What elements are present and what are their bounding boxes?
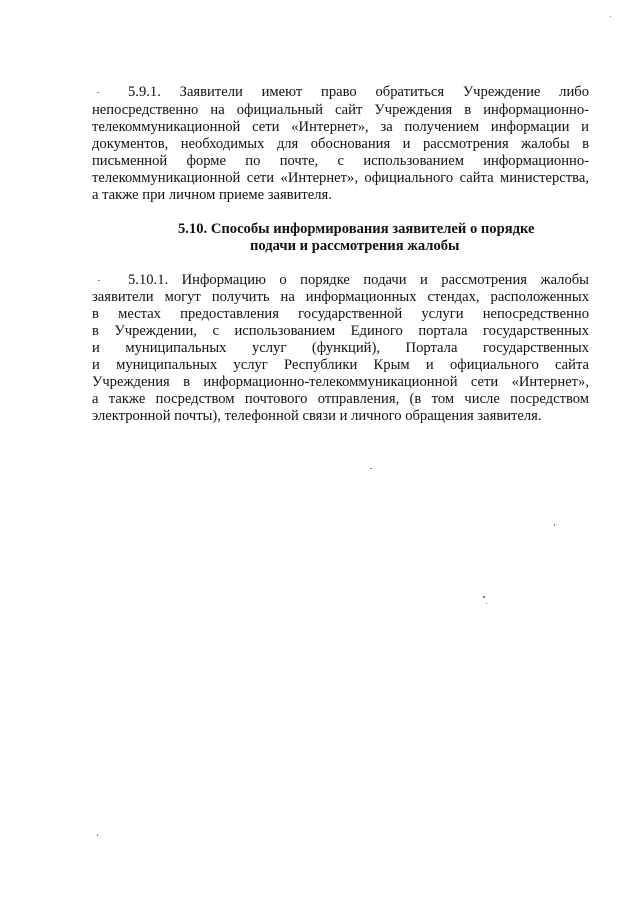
paragraph-591-line-4: документов, необходимых для обоснования и рассмотрения жалобы в [92, 136, 589, 152]
paragraph-591-line-6: телекоммуникационной сети «Интернет», официального сайта министерства, [92, 170, 589, 186]
section-heading-line-1: 5.10. Способы информирования заявителей о порядке [178, 221, 535, 237]
scan-speck [98, 280, 100, 281]
paragraph-591-line-5: письменной форме по почте, с использованием информационно- [92, 153, 589, 169]
scan-speck [610, 16, 611, 17]
paragraph-5101-line-9: электронной почты), телефонной связи и личного обращения заявителя. [92, 408, 542, 424]
paragraph-5101-line-7: Учреждения в информационно-телекоммуникационной сети «Интернет», [92, 374, 589, 390]
paragraph-5101-line-5: и муниципальных услуг (функций), Портала государственных [92, 340, 589, 356]
section-heading-line-2: подачи и рассмотрения жалобы [250, 238, 460, 254]
paragraph-5101-line-1: 5.10.1. Информацию о порядке подачи и рассмотрения жалобы [128, 272, 589, 288]
paragraph-591-line-2: непосредственно на официальный сайт Учреждения в информационно- [92, 102, 589, 118]
paragraph-591-line-7: а также при личном приеме заявителя. [92, 187, 332, 203]
paragraph-5101-line-3: в местах предоставления государственной услуги непосредственно [92, 306, 589, 322]
scan-speck [483, 596, 485, 598]
paragraph-591-line-1: 5.9.1. Заявители имеют право обратиться Учреждение либо [128, 84, 589, 100]
paragraph-5101-line-6: и муниципальных услуг Республики Крым и официального сайта [92, 357, 589, 373]
paragraph-5101-line-8: а также посредством почтового отправления, (в том числе посредством [92, 391, 589, 407]
scan-speck [486, 603, 487, 604]
paragraph-591-line-3: телекоммуникационной сети «Интернет», за получением информации и [92, 119, 589, 135]
paragraph-5101-line-2: заявители могут получить на информационных стендах, расположенных [92, 289, 589, 305]
paragraph-5101-line-4: в Учреждении, с использованием Единого портала государственных [92, 323, 589, 339]
scan-speck [370, 468, 372, 469]
scan-speck [554, 524, 555, 526]
scan-speck [97, 834, 98, 836]
scan-speck [97, 92, 99, 93]
